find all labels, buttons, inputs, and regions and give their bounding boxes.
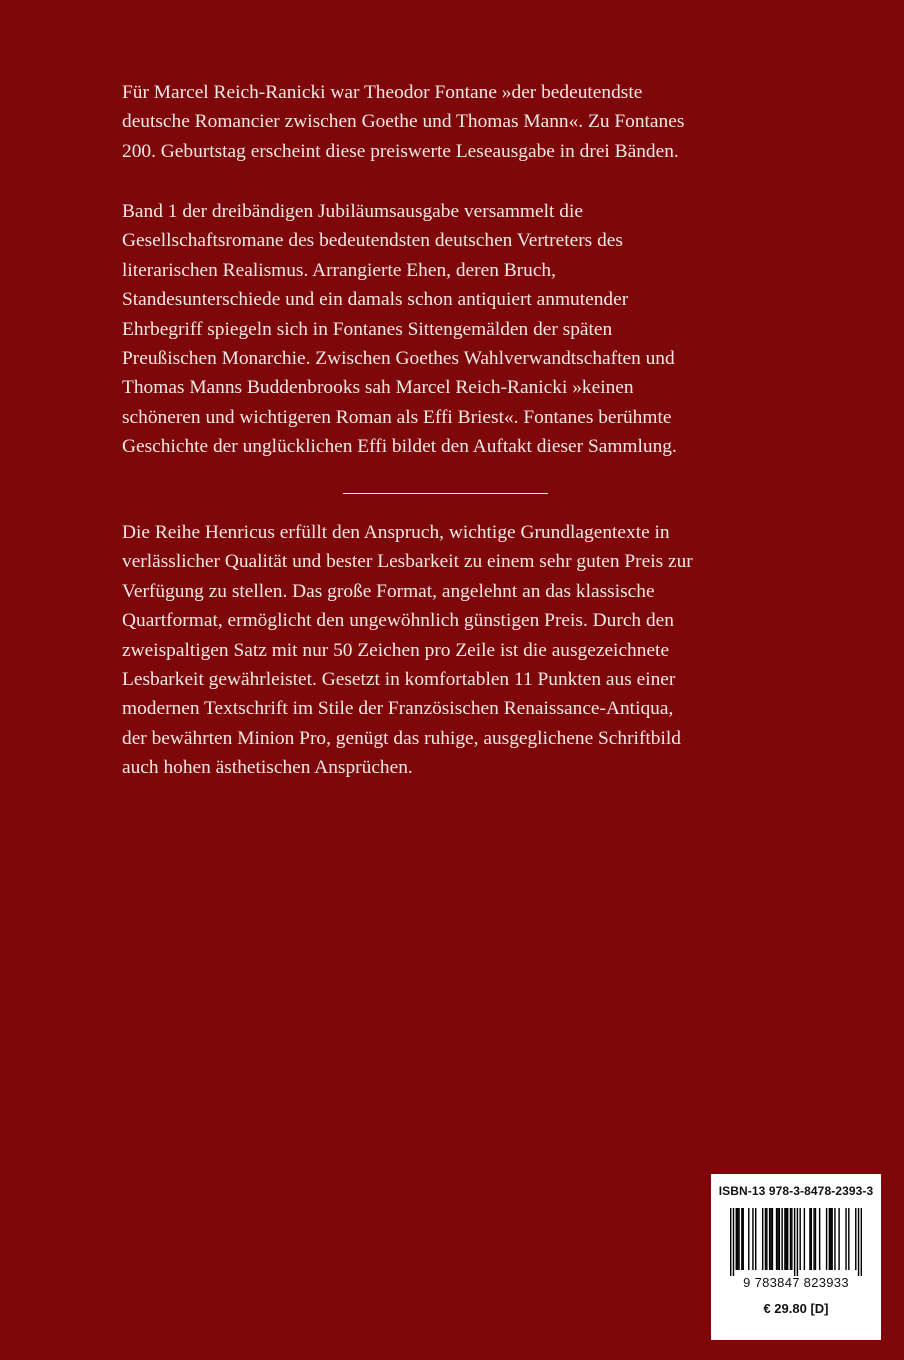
barcode-guard-bar — [730, 1208, 731, 1276]
barcode-bar — [781, 1208, 782, 1270]
barcode-bar — [748, 1208, 749, 1270]
barcode-bar — [769, 1208, 770, 1270]
text-line: deutsche Romancier zwischen Goethe und Thomas Mann«. Zu Fontanes — [122, 111, 685, 133]
section-divider — [343, 493, 548, 494]
barcode-bar — [831, 1208, 832, 1270]
text-line: Ehrbegriff spiegeln sich in Fontanes Sittengemälden der späten — [122, 318, 613, 340]
barcode-bar — [741, 1208, 742, 1270]
text-line: schöneren und wichtigeren Roman als Effi Briest«. Fontanes berühmte — [122, 406, 672, 428]
text-line: 200. Geburtstag erscheint diese preiswerte Leseausgabe in drei Bänden. — [122, 140, 679, 162]
barcode-bar — [743, 1208, 744, 1270]
barcode-bar — [811, 1208, 812, 1270]
barcode-bar — [770, 1208, 771, 1270]
barcode-bar — [804, 1208, 805, 1270]
barcode-guard-bar — [794, 1208, 795, 1276]
text-line: Quartformat, ermöglicht den ungewöhnlich günstigen Preis. Durch den — [122, 610, 674, 632]
barcode-bar — [738, 1208, 739, 1270]
text-line: der bewährten Minion Pro, genügt das ruhige, ausgeglichene Schriftbild — [122, 727, 681, 749]
barcode-digits: 9 783847 823933 — [743, 1275, 849, 1290]
barcode-bar — [776, 1208, 777, 1270]
barcode-bar — [813, 1208, 814, 1270]
barcode-bar — [799, 1208, 800, 1270]
isbn-number: ISBN-13 978-3-8478-2393-3 — [718, 1184, 874, 1198]
barcode-bar — [772, 1208, 773, 1270]
barcode-bar — [848, 1208, 849, 1270]
barcode-bar — [762, 1208, 763, 1270]
barcode-bar — [787, 1208, 788, 1270]
text-line: Die Reihe Henricus erfüllt den Anspruch, wichtige Grundlagentexte in — [122, 522, 670, 543]
text-line: auch hohen ästhetischen Ansprüchen. — [122, 757, 413, 779]
text-line: Thomas Manns Buddenbrooks sah Marcel Reich-Ranicki »keinen — [122, 377, 634, 399]
text-line: Für Marcel Reich-Ranicki war Theodor Fontane »der bedeutendste — [122, 82, 643, 103]
barcode-bar — [752, 1208, 753, 1270]
text-line: Preußischen Monarchie. Zwischen Goethes Wahlverwandtschaften und — [122, 348, 675, 370]
text-line: literarischen Realismus. Arrangierte Ehen, deren Bruch, — [122, 259, 556, 281]
text-line: verlässlicher Qualität und bester Lesbarkeit zu einem sehr guten Preis zur — [122, 551, 693, 573]
barcode-bar — [791, 1208, 792, 1270]
barcode-bar — [830, 1208, 831, 1270]
barcode-graphic — [730, 1208, 862, 1276]
barcode-bar — [786, 1208, 787, 1270]
barcode-bar — [766, 1208, 767, 1270]
text-line: zweispaltigen Satz mit nur 50 Zeichen pro Zeile ist die ausgezeichnete — [122, 639, 670, 661]
barcode-guard-bar — [733, 1208, 734, 1276]
series-description-paragraph — [122, 518, 782, 783]
barcode-guard-bar — [858, 1208, 859, 1276]
barcode-bar — [838, 1208, 839, 1270]
volume-description-paragraph — [122, 197, 782, 462]
barcode-bar — [779, 1208, 780, 1270]
barcode-guard-bar — [797, 1208, 798, 1276]
text-line: modernen Textschrift im Stile der Französischen Renaissance-Antiqua, — [122, 698, 674, 720]
text-line: Standesunterschiede und ein damals schon antiquiert anmutender — [122, 289, 629, 311]
barcode-bar — [815, 1208, 816, 1270]
barcode-bar — [826, 1208, 827, 1270]
barcode-bar — [755, 1208, 756, 1270]
barcode-bar — [737, 1208, 738, 1270]
text-line: Band 1 der dreibändigen Jubiläumsausgabe versammelt die — [122, 201, 583, 222]
barcode-bar — [736, 1208, 737, 1270]
barcode-bar — [765, 1208, 766, 1270]
barcode-bar — [845, 1208, 846, 1270]
barcode-guard-bar — [861, 1208, 862, 1276]
barcode-bar — [790, 1208, 791, 1270]
barcode-bar — [784, 1208, 785, 1270]
barcode-bar — [777, 1208, 778, 1270]
text-line: Geschichte der unglücklichen Effi bildet den Auftakt dieser Sammlung. — [122, 436, 677, 458]
text-line: Verfügung zu stellen. Das große Format, angelehnt an das klassische — [122, 580, 655, 602]
barcode-bar — [809, 1208, 810, 1270]
price-label: € 29.80 [D] — [763, 1301, 829, 1316]
barcode-bar — [855, 1208, 856, 1270]
barcode-bar — [829, 1208, 830, 1270]
barcode-bar — [819, 1208, 820, 1270]
text-line: Lesbarkeit gewährleistet. Gesetzt in komfortablen 11 Punkten aus einer — [122, 669, 676, 691]
intro-paragraph — [122, 78, 782, 166]
barcode-label — [711, 1174, 881, 1340]
text-line: Gesellschaftsromane des bedeutendsten deutschen Vertreters des — [122, 230, 623, 252]
barcode-bar — [834, 1208, 835, 1270]
